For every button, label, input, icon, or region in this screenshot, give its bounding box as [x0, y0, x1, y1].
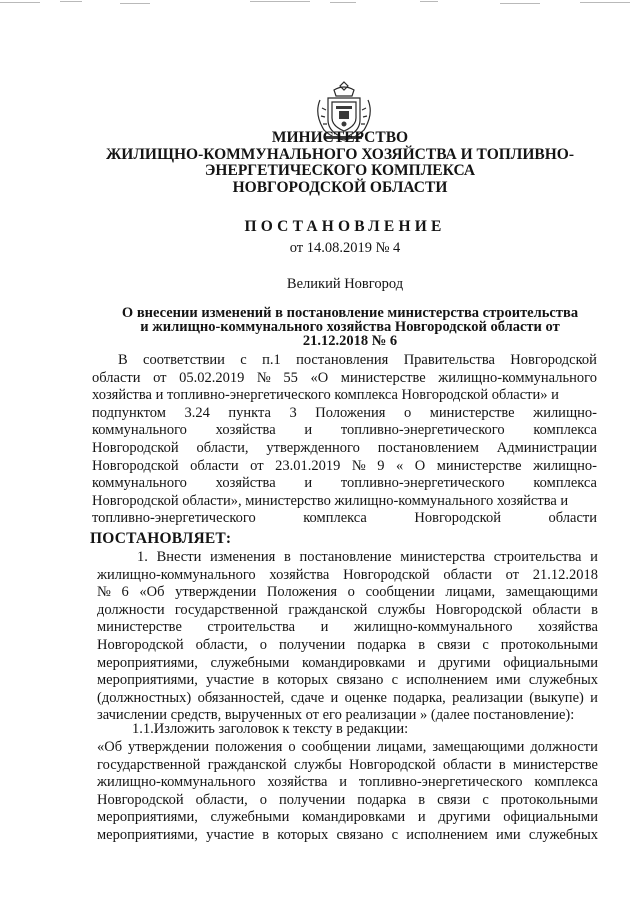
subject-line: и жилищно-коммунального хозяйства Новгородской области от	[140, 319, 560, 335]
word: исполнением	[406, 826, 488, 843]
word: официальными	[503, 654, 598, 671]
word: государственной	[97, 756, 201, 773]
word: замещающими	[505, 584, 598, 601]
word: от	[153, 369, 167, 386]
word: Положения	[266, 584, 338, 601]
clause-1-1: 1.1.Изложить заголовок к тексту в редакции:	[132, 721, 409, 737]
word: области	[190, 457, 239, 474]
ministry-line: НОВГОРОДСКОЙ ОБЛАСТИ	[232, 178, 448, 196]
word: 3.24	[184, 404, 210, 421]
word: которых	[277, 672, 329, 689]
word: служебными	[210, 654, 290, 671]
word: связи	[437, 636, 471, 653]
word: реализации	[452, 689, 523, 706]
text-line	[97, 672, 598, 690]
word: связано	[336, 672, 384, 689]
word: подарка	[357, 636, 407, 653]
word: оценке	[344, 689, 387, 706]
word: Новгородской	[414, 510, 501, 527]
preamble-paragraph	[92, 352, 597, 528]
word: гражданской	[207, 756, 287, 773]
word: области,	[195, 636, 248, 653]
word: 6	[121, 584, 129, 601]
text-line	[97, 655, 598, 673]
text-line	[92, 458, 597, 476]
document-type: ПОСТАНОВЛЕНИЕ	[244, 218, 446, 235]
word: Новгородской	[510, 352, 597, 368]
word: с	[391, 826, 399, 843]
word: с	[391, 672, 399, 689]
text-line	[97, 690, 598, 708]
word: протокольными	[500, 636, 598, 653]
word: постановлением	[377, 439, 479, 456]
word: сообщении	[301, 739, 371, 755]
word: соответствии	[143, 352, 225, 368]
word: и	[590, 549, 598, 565]
word: службы	[294, 756, 342, 773]
word: Внести	[156, 549, 202, 565]
word: получении	[278, 636, 346, 653]
text-line	[97, 602, 598, 620]
text-line	[92, 475, 597, 493]
word: коммунального	[92, 422, 187, 439]
word: мероприятиями,	[97, 672, 198, 689]
text-line	[97, 739, 598, 757]
word: которых	[277, 826, 329, 843]
word: министерстве	[436, 457, 522, 474]
word: государственной	[174, 601, 279, 618]
word: и	[330, 689, 339, 706]
word: с	[482, 791, 489, 808]
word: области	[92, 369, 141, 386]
subject-line: О внесении изменений в постановление министерства строительства	[121, 305, 579, 321]
word: жилищно-коммунального	[353, 619, 513, 636]
word: комплекса	[533, 475, 597, 492]
word: строительства	[493, 549, 582, 565]
word: Правительства	[403, 352, 495, 368]
word: министерстве	[97, 619, 182, 636]
word: хозяйства	[215, 475, 276, 492]
word: в	[498, 756, 506, 773]
word: лицами,	[376, 739, 427, 755]
word: 1.	[137, 549, 148, 565]
word: ими	[495, 672, 521, 689]
text-line	[97, 809, 598, 827]
word: связи	[437, 791, 471, 808]
word: подпунктом	[92, 404, 166, 421]
word: связано	[336, 826, 384, 843]
word: положения	[215, 739, 283, 755]
word: официальными	[503, 809, 598, 826]
word: хозяйства	[537, 619, 598, 636]
text-line	[97, 584, 598, 602]
word: №	[256, 369, 271, 386]
word: строительства	[207, 619, 296, 636]
word: от	[250, 457, 264, 474]
word: области	[443, 756, 492, 773]
word: мероприятиями,	[97, 654, 198, 671]
word: в	[591, 601, 598, 618]
word: Новгородской	[92, 457, 179, 474]
word: сдаче	[290, 689, 325, 706]
text-line	[92, 370, 597, 388]
word: Новгородской	[343, 566, 430, 583]
word: должности	[530, 739, 598, 755]
word: жилищно-коммунального	[438, 369, 597, 386]
document-date-number: от 14.08.2019 № 4	[289, 240, 401, 256]
word: с	[240, 352, 247, 368]
clause-1-paragraph	[97, 549, 598, 725]
word: жилищно-коммунального	[97, 566, 256, 583]
word: утверждении	[175, 584, 257, 601]
word: от	[505, 566, 519, 583]
word: зачислении средств, вырученных от его реализации » (далее постановление):	[97, 707, 575, 724]
word: хозяйства	[215, 422, 276, 439]
word: 23.01.2019	[275, 457, 341, 474]
word: гражданской	[288, 601, 368, 618]
word: министерства	[400, 549, 486, 565]
word: топливно-энергетического	[340, 422, 505, 439]
word: области	[443, 566, 492, 583]
word: с	[482, 636, 489, 653]
text-line	[92, 405, 597, 423]
word: Новгородской	[97, 636, 184, 653]
word: жилищно-	[533, 404, 597, 421]
word: Новгородской	[435, 601, 523, 618]
word: о	[347, 584, 355, 601]
word: №	[97, 584, 111, 601]
word: ими	[495, 826, 521, 843]
word: в	[262, 672, 270, 689]
word: хозяйства и топливно-энергетического комплекса Новгородской области» и	[92, 387, 559, 404]
word: Новгородской области», министерство жилищно-коммунального хозяйства и	[92, 492, 569, 509]
quoted-title-paragraph	[97, 739, 598, 845]
word: №	[351, 457, 366, 474]
word: о	[403, 404, 412, 421]
word: в	[418, 636, 426, 653]
ministry-line: МИНИСТЕРСТВО	[271, 129, 409, 146]
word: Новгородской	[92, 439, 179, 456]
word: постановления	[296, 352, 389, 368]
word: топливно-энергетического	[358, 774, 523, 791]
word: министерстве	[429, 404, 515, 421]
word: хозяйства	[267, 774, 328, 791]
word: Администрации	[496, 439, 597, 456]
word: получении	[278, 791, 346, 808]
word: протокольными	[500, 791, 598, 808]
scan-noise	[0, 0, 640, 10]
word: «	[395, 457, 404, 474]
word: мероприятиями,	[97, 809, 198, 826]
word: другими	[438, 654, 491, 671]
word: области	[548, 510, 597, 527]
word: топливно-энергетического	[92, 510, 256, 527]
word: жилищно-	[533, 457, 597, 474]
word: и	[304, 475, 313, 492]
word: и	[590, 689, 598, 706]
word: и	[320, 619, 329, 636]
word: 3	[289, 404, 297, 421]
text-line	[97, 637, 598, 655]
word: 9	[377, 457, 385, 474]
word: «Об	[139, 584, 165, 601]
text-line	[97, 619, 598, 637]
word: участие	[206, 672, 255, 689]
word: о	[259, 636, 267, 653]
text-line	[92, 493, 597, 511]
text-line	[97, 827, 598, 845]
text-line	[97, 774, 598, 792]
word: служебными	[210, 809, 290, 826]
word: области,	[196, 439, 249, 456]
word: сообщении	[365, 584, 435, 601]
word: командировками	[301, 809, 406, 826]
word: мероприятиями,	[97, 826, 198, 843]
word: Положения	[315, 404, 386, 421]
text-line	[92, 422, 597, 440]
word: п.1	[262, 352, 281, 368]
word: и	[417, 654, 426, 671]
word: служебных	[528, 672, 598, 689]
ministry-line: ЖИЛИЩНО-КОММУНАЛЬНОГО ХОЗЯЙСТВА И ТОПЛИВНО-	[105, 145, 575, 163]
word: (должностных)	[97, 689, 192, 706]
text-line	[97, 567, 598, 585]
word: подарка,	[393, 689, 446, 706]
text-line	[97, 792, 598, 810]
word: другими	[438, 809, 491, 826]
word: и	[339, 774, 348, 791]
word: области	[532, 601, 581, 618]
word: командировками	[301, 654, 406, 671]
word: должности	[97, 601, 165, 618]
word: комплекса	[534, 774, 598, 791]
word: исполнением	[406, 672, 488, 689]
word: 05.02.2019	[179, 369, 245, 386]
text-line	[92, 510, 597, 528]
word: министерстве	[340, 369, 426, 386]
word: в	[283, 549, 291, 565]
word: и	[417, 809, 426, 826]
text-line	[92, 440, 597, 458]
resolves-heading: ПОСТАНОВЛЯЕТ:	[90, 530, 232, 547]
word: коммунального	[92, 475, 187, 492]
word: «Об	[97, 739, 123, 755]
word: пункта	[228, 404, 271, 421]
word: (выкупе)	[529, 689, 584, 706]
word: хозяйства	[269, 566, 330, 583]
ministry-header	[80, 130, 600, 196]
word: служебных	[528, 826, 598, 843]
word: в	[262, 826, 270, 843]
word: подарка	[357, 791, 407, 808]
word: участие	[206, 826, 255, 843]
word: службы	[377, 601, 426, 618]
word: О	[414, 457, 426, 474]
word: комплекса	[533, 422, 597, 439]
word: изменения	[210, 549, 276, 565]
text-line	[92, 352, 597, 370]
word: области,	[195, 791, 248, 808]
word: комплекса	[303, 510, 367, 527]
word: замещающими	[432, 739, 525, 755]
text-line	[97, 549, 598, 567]
word: о	[288, 739, 296, 755]
document-city: Великий Новгород	[286, 276, 404, 292]
word: 55	[283, 369, 298, 386]
word: утвержденного	[266, 439, 360, 456]
subject-line: 21.12.2018 № 6	[302, 333, 398, 349]
ministry-line: ЭНЕРГЕТИЧЕСКОГО КОМПЛЕКСА	[204, 162, 476, 179]
word: лицами,	[445, 584, 496, 601]
word: 21.12.2018	[532, 566, 598, 583]
word: жилищно-коммунального	[97, 774, 256, 791]
word: В	[118, 352, 128, 368]
word: министерстве	[513, 756, 598, 773]
word: обязанностей,	[197, 689, 285, 706]
word: о	[259, 791, 267, 808]
text-line	[92, 387, 597, 405]
word: топливно-энергетического	[340, 475, 505, 492]
word: «О	[310, 369, 329, 386]
word: и	[304, 422, 313, 439]
word: Новгородской	[349, 756, 436, 773]
text-line	[97, 757, 598, 775]
document-subject	[100, 306, 600, 348]
word: Новгородской	[97, 791, 184, 808]
word: утверждении	[128, 739, 210, 755]
word: постановление	[299, 549, 392, 565]
word: в	[418, 791, 426, 808]
